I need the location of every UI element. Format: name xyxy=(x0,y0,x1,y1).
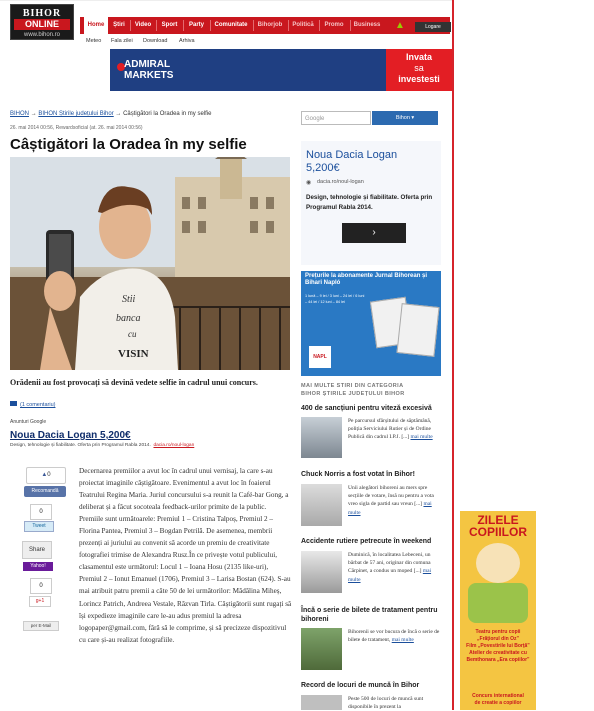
more-link[interactable]: mai multe xyxy=(348,568,432,583)
zile-ad-line: „Frăţiorul din Oz” xyxy=(477,636,519,642)
child-face-image xyxy=(476,543,520,583)
login-button[interactable]: Logare xyxy=(415,22,451,32)
subscription-ad-title: Prețurile la abonamente Jurnal Bihorean și Bihari Napló xyxy=(305,273,428,286)
sidebar-article-title[interactable]: Încă o serie de bilete de tratament pentru bihoreni xyxy=(301,607,438,623)
more-link[interactable]: mai multe xyxy=(391,637,414,644)
comments-link[interactable] xyxy=(10,401,55,408)
sponsored-ad-desc xyxy=(10,443,194,448)
banner-cta[interactable] xyxy=(386,49,452,91)
zile-ad-line: Concurs international xyxy=(472,693,524,699)
breadcrumb-sep: → xyxy=(115,111,122,117)
subnav-fala-zilei[interactable]: Fala zilei xyxy=(111,38,133,44)
breadcrumb-home[interactable]: BIHON xyxy=(10,111,30,117)
comments-label: (1 comentariu) xyxy=(20,402,56,408)
zile-ad-title xyxy=(460,514,536,538)
top-line xyxy=(0,0,452,1)
sidebar-article-title[interactable]: Accidente rutiere petrecute în weekend xyxy=(301,538,432,545)
sidebar-article-image[interactable] xyxy=(301,551,342,593)
sidebar-article-image[interactable] xyxy=(301,417,342,458)
breadcrumb-sep: → xyxy=(30,111,37,117)
nav-item-comunitate[interactable]: Comunitate xyxy=(214,22,248,28)
sidebar-article-image[interactable] xyxy=(301,484,342,526)
dacia-ad[interactable] xyxy=(301,141,441,265)
banner-cta-line1: Invata xyxy=(405,52,432,62)
subnav-arhiva[interactable]: Arhiva xyxy=(179,38,195,44)
sidebar-article-text xyxy=(348,417,444,442)
sponsored-ad-desc-text: Design, tehnologie și fiabilitate. Oferta prin Programul Rabla 2014. xyxy=(10,443,151,448)
zile-ad-title-line2: COPIILOR xyxy=(468,525,527,539)
nav-item-promo[interactable]: Promo xyxy=(324,22,344,28)
subnav-meteo[interactable]: Meteo xyxy=(86,38,102,44)
subscription-ad-prices: 1 lună – 9 lei / 3 luni – 24 lei / 6 luni – 44 lei / 12 luni – 84 lei xyxy=(305,294,365,304)
zile-ad-line: Bemthonara „Era copiilor” xyxy=(466,657,530,663)
more-news-title-line2: BIHOR ȘTIRILE JUDEȚULUI BIHOR xyxy=(301,391,405,397)
zile-ad-details xyxy=(460,629,536,664)
sidebar-article-snippet: Bihorenii se vor bucura de încă o serie de bilete de tratament, xyxy=(348,629,440,644)
location-pin-icon: ◉ xyxy=(306,180,312,186)
sidebar-article-text xyxy=(348,484,444,517)
nav-item-video[interactable]: Video xyxy=(134,22,152,28)
article-subtitle: Orădenii au fost provocați să devină vedete selfie în cadrul unui concurs. xyxy=(10,378,258,387)
nav-item-party[interactable]: Party xyxy=(188,22,204,28)
zile-ad-footer xyxy=(460,693,536,707)
article-body: Decernarea premiilor a avut loc în cadrul unui vernisaj, la care s-au proiectat imaginile câștigătoare. Evenimentul a avut loc în foaierul Teatrului Regina Maria. Juriul concursului s-a reunit la Café-bar Gong, a deliberat și a făcut socoteala feedback-urilor primite de la public. Premiile sunt următoarele: Premiul 1 – Cristina Talpoș, Premiul 2 – Florina Pantea, Premiul 3 – Bogdan Petrilă. De asemenea, membrii prezenți ai juriului au convenit să acorde un premiu de creativitate fotografiei trimise de Alexandra Rusz.În ce privește votul publicului, clasamentul este următorul: Locul 1 – Ioana Hosu (2135 like-uri), Premiul 2 – Ionut Emanuel (1706), Premiul 3 – Larisa Bostan (624). S-au mai atribuit patru premii a câte 50 de lei următorilor: Mădălina Miheș, Lorincz Patrich, Andreea Vestale, Răzvan Tirla. Câștigătorii sunt rugați să își expedieze imaginile care le-au adus premiul la adresa logopaper@gmail.com, fără să le comprime, și să precizeze dispozitivul cu care și-au realizat fotografiile. xyxy=(79,467,292,644)
shirt-text-4: VISIN xyxy=(118,348,149,360)
sidebar-article-snippet: Pe parcursul sfârșitului de săptămână, poliția Serviciului Rutier și de Ordine Publică din cadrul I.P.J. [...] xyxy=(348,418,432,441)
comment-icon xyxy=(10,401,17,406)
tweet-button[interactable]: Tweet xyxy=(24,521,54,532)
zile-ad-title-line1: ZILELE xyxy=(477,513,519,527)
sidebar-article-title[interactable]: Record de locuri de muncă în Bihor xyxy=(301,682,420,689)
subnav-download[interactable]: Download xyxy=(143,38,168,44)
like-count: 0 xyxy=(47,472,51,478)
shirt-text-3: cu xyxy=(128,329,137,339)
nav-item-politica[interactable]: Politică xyxy=(292,22,314,28)
sidebar-article-image[interactable] xyxy=(301,695,342,710)
article-photo xyxy=(10,157,290,370)
breadcrumb-section[interactable]: BIHON Știrile județului Bihor xyxy=(38,111,114,117)
sidebar-article-text xyxy=(348,551,444,584)
nav-item-home[interactable]: Home xyxy=(84,17,108,34)
zile-ad-line: Teatru pentru copii xyxy=(475,629,521,635)
zile-ad-line: de creatie a copiilor xyxy=(474,700,522,706)
subscription-ad[interactable] xyxy=(301,271,441,376)
ads-label: Anunturi Google xyxy=(10,419,47,425)
like-counter xyxy=(26,467,66,484)
dacia-ad-desc: Design, tehnologie și fiabilitate. Oferta prin Programul Rabla 2014. xyxy=(306,194,433,211)
sidebar-article-snippet: Duminică, în localitatea Lebeceni, un bărbat de 57 ani, originar din comuna Cărpinet, a condus un moped [...] xyxy=(348,552,431,575)
sidebar-article-image[interactable] xyxy=(301,628,342,670)
like-thumb-icon: ▲ xyxy=(41,472,48,478)
android-icon[interactable]: ▲ xyxy=(395,20,405,31)
more-link[interactable]: mai multe xyxy=(410,434,433,441)
chevron-down-icon: ▾ xyxy=(411,115,415,121)
email-share-button[interactable]: per E-Mail xyxy=(23,621,59,631)
page-edge-bar xyxy=(452,0,454,710)
logo-mid-text: ONLINE xyxy=(14,19,70,30)
recommend-button[interactable]: Recomandă xyxy=(24,486,66,497)
dacia-ad-arrow-button[interactable]: › xyxy=(342,223,406,243)
admiral-banner[interactable] xyxy=(110,49,452,91)
gplus-button[interactable]: g+1 xyxy=(29,596,51,607)
breadcrumb xyxy=(10,111,211,117)
logo-top-text: BIHOR xyxy=(22,8,62,19)
sponsored-ad-link[interactable]: dacia.ro/noul-logan xyxy=(153,443,195,448)
shirt-text-1: Stii xyxy=(122,294,136,305)
napi-logo: NAPL xyxy=(309,346,331,368)
newspaper-image xyxy=(396,303,439,357)
more-news-title xyxy=(301,382,405,398)
more-news-title-line1: MAI MULTE STIRI DIN CATEGORIA xyxy=(301,383,404,389)
banner-cta-line2: sa xyxy=(414,63,424,73)
logo-url-text: www.bihon.ro xyxy=(23,32,61,38)
nav-item-sport[interactable]: Sport xyxy=(161,22,178,28)
nav-item-bihorjob[interactable]: Bihorjob xyxy=(257,22,283,28)
search-input[interactable]: Google xyxy=(301,111,371,125)
search-category-select[interactable] xyxy=(372,111,438,125)
dacia-ad-url: dacia.ro/noul-logan xyxy=(317,179,364,185)
search-select-label: Bihon xyxy=(395,115,410,121)
sidebar-article-text: Peste 500 de locuri de muncă sunt disponibile în prezent la xyxy=(348,696,424,711)
admiral-brand: ADMIRAL MARKETS xyxy=(124,59,174,81)
article-date: 26. mai 2014 00:56, Rewardsoficial (at. 26. mai 2014 00:56) xyxy=(10,125,143,131)
nav-item-business[interactable]: Business xyxy=(353,22,381,28)
children-illustration xyxy=(468,583,528,623)
site-logo[interactable] xyxy=(10,4,74,40)
article-title: Câștigători la Oradea în my selfie xyxy=(10,136,247,153)
sponsored-ad-title[interactable]: Noua Dacia Logan 5,200€ xyxy=(10,430,131,441)
share-button[interactable]: Share xyxy=(22,541,52,559)
gplus-counter: 0 xyxy=(30,578,52,594)
dacia-ad-title: Noua Dacia Logan 5,200€ xyxy=(306,149,398,174)
tweet-counter: 0 xyxy=(30,504,52,520)
selfie-photo-illustration xyxy=(10,157,290,370)
more-link[interactable]: mai multe xyxy=(348,501,432,516)
sidebar-article-title[interactable]: Chuck Norris a fost votat în Bihor! xyxy=(301,471,415,478)
banner-cta-line3: investesti xyxy=(398,74,440,84)
zilele-copiilor-ad[interactable] xyxy=(460,511,536,710)
sidebar-article-snippet: Unii alegători bihoreni au mers spre secțiile de votare, însă nu pentru a vota vreo sigla de partid sau vreun [...] xyxy=(348,485,434,508)
yahoo-button[interactable]: Yahoo! xyxy=(23,562,53,571)
zile-ad-line: Film „Povestirile lui Borţă” xyxy=(466,643,530,649)
breadcrumb-current: Câștigători la Oradea in my selfie xyxy=(123,111,212,117)
sidebar-article-text xyxy=(348,628,444,644)
sidebar-article-title[interactable]: 400 de sancțiuni pentru viteză excesivă xyxy=(301,405,432,412)
nav-item-stiri[interactable]: Știri xyxy=(113,22,125,28)
zile-ad-line: Atelier de creativitate cu xyxy=(469,650,527,656)
shirt-text-2: banca xyxy=(116,313,141,324)
